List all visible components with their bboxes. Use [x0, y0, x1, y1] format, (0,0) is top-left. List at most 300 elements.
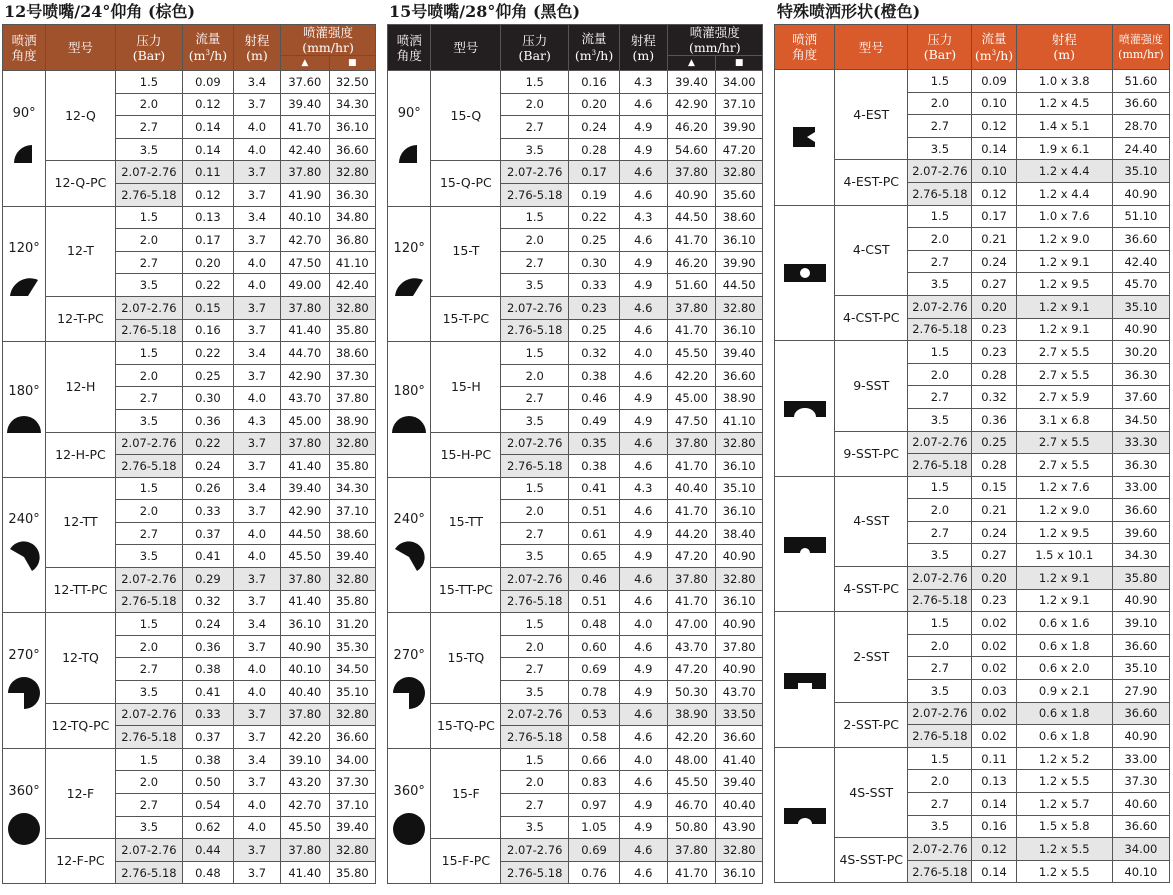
value-cell: 2.07-2.76 — [501, 568, 569, 591]
spray-pattern-icon — [782, 262, 828, 284]
value-cell: 41.70 — [667, 590, 716, 613]
value-cell: 4.6 — [619, 590, 667, 613]
spray-pattern-icon — [389, 673, 429, 713]
spray-angle-label: 180° — [8, 383, 40, 399]
value-cell: 3.7 — [233, 726, 280, 749]
value-cell: 2.7 — [115, 251, 182, 274]
value-cell: 0.33 — [183, 500, 234, 523]
table-row — [388, 342, 763, 365]
value-cell: 4.6 — [619, 183, 667, 206]
value-cell: 0.02 — [972, 702, 1016, 725]
table-row — [3, 613, 376, 636]
value-cell: 33.30 — [1112, 431, 1169, 454]
value-cell: 40.90 — [281, 635, 329, 658]
value-cell: 36.10 — [716, 455, 763, 478]
spray-pattern-icon — [4, 131, 44, 171]
value-cell: 0.6 x 1.8 — [1016, 634, 1112, 657]
value-cell: 0.17 — [183, 229, 234, 252]
value-cell: 0.16 — [972, 815, 1016, 838]
table-title: 特殊喷洒形状(橙色) — [777, 2, 921, 21]
value-cell: 0.9 x 2.1 — [1016, 680, 1112, 703]
value-cell: 3.5 — [501, 138, 569, 161]
value-cell: 0.46 — [569, 568, 620, 591]
value-cell: 1.5 — [501, 342, 569, 365]
model-cell: 15-TQ-PC — [431, 703, 501, 748]
value-cell: 2.07-2.76 — [115, 839, 182, 862]
value-cell: 41.40 — [281, 590, 329, 613]
table-row — [388, 839, 763, 862]
value-cell: 4.0 — [619, 613, 667, 636]
spray-angle-cell — [3, 342, 46, 478]
value-cell: 0.21 — [972, 499, 1016, 522]
value-cell: 3.7 — [233, 364, 280, 387]
spray-pattern-icon — [782, 669, 828, 691]
value-cell: 0.24 — [183, 613, 234, 636]
table-row — [3, 477, 376, 500]
spray-angle-label: 360° — [393, 783, 425, 799]
value-cell: 2.07-2.76 — [501, 839, 569, 862]
value-cell: 3.1 x 6.8 — [1016, 408, 1112, 431]
value-cell: 36.60 — [1112, 634, 1169, 657]
value-cell: 0.32 — [183, 590, 234, 613]
value-cell: 4.9 — [619, 794, 667, 817]
value-cell: 2.76-5.18 — [501, 183, 569, 206]
value-cell: 43.70 — [667, 635, 716, 658]
value-cell: 1.2 x 9.1 — [1016, 567, 1112, 590]
table-row — [775, 838, 1170, 861]
spray-shape-cell — [775, 205, 835, 341]
value-cell: 4.6 — [619, 771, 667, 794]
value-cell: 2.7 — [115, 387, 182, 410]
value-cell: 1.2 x 9.5 — [1016, 273, 1112, 296]
spray-angle-label: 120° — [393, 241, 425, 257]
spray-angle-label: 270° — [8, 648, 40, 664]
value-cell: 0.15 — [183, 296, 234, 319]
value-cell: 2.7 x 5.5 — [1016, 341, 1112, 364]
value-cell: 4.0 — [233, 522, 280, 545]
value-cell: 3.7 — [233, 183, 280, 206]
value-cell: 37.10 — [329, 794, 375, 817]
value-cell: 0.16 — [183, 319, 234, 342]
value-cell: 40.90 — [667, 183, 716, 206]
value-cell: 2.7 — [908, 793, 972, 816]
spray-angle-cell — [388, 71, 431, 207]
value-cell: 0.22 — [569, 206, 620, 229]
spray-angle-label: 90° — [12, 105, 36, 121]
model-cell: 4-SST-PC — [835, 567, 908, 612]
value-cell: 35.10 — [1112, 160, 1169, 183]
value-cell: 0.33 — [569, 274, 620, 297]
value-cell: 40.90 — [716, 613, 763, 636]
value-cell: 2.0 — [115, 364, 182, 387]
value-cell: 0.53 — [569, 703, 620, 726]
value-cell: 0.24 — [183, 455, 234, 478]
value-cell: 1.2 x 7.6 — [1016, 476, 1112, 499]
value-cell: 3.5 — [115, 274, 182, 297]
value-cell: 0.20 — [569, 93, 620, 116]
spray-angle-label: 270° — [393, 648, 425, 664]
table-row — [3, 296, 376, 319]
value-cell: 2.0 — [908, 363, 972, 386]
value-cell: 1.2 x 5.7 — [1016, 793, 1112, 816]
value-cell: 3.7 — [233, 771, 280, 794]
value-cell: 35.60 — [716, 183, 763, 206]
model-cell: 15-F — [431, 748, 501, 838]
spray-angle-cell — [3, 613, 46, 749]
value-cell: 38.90 — [667, 703, 716, 726]
value-cell: 2.07-2.76 — [115, 161, 182, 184]
value-cell: 32.80 — [716, 432, 763, 455]
value-cell: 0.25 — [972, 431, 1016, 454]
value-cell: 0.25 — [183, 364, 234, 387]
model-cell: 12-TQ-PC — [46, 703, 116, 748]
value-cell: 32.80 — [329, 568, 375, 591]
value-cell: 42.70 — [281, 794, 329, 817]
value-cell: 3.7 — [233, 703, 280, 726]
value-cell: 4.3 — [233, 409, 280, 432]
value-cell: 3.4 — [233, 342, 280, 365]
value-cell: 37.10 — [329, 500, 375, 523]
value-cell: 2.0 — [501, 500, 569, 523]
value-cell: 42.90 — [281, 500, 329, 523]
value-cell: 45.50 — [281, 545, 329, 568]
value-cell: 2.7 — [908, 657, 972, 680]
value-cell: 39.40 — [716, 771, 763, 794]
value-cell: 32.80 — [329, 432, 375, 455]
value-cell: 51.60 — [667, 274, 716, 297]
model-cell: 4-SST — [835, 476, 908, 566]
value-cell: 2.76-5.18 — [115, 590, 182, 613]
value-cell: 0.27 — [972, 273, 1016, 296]
spray-shape-cell — [775, 612, 835, 748]
value-cell: 44.50 — [667, 206, 716, 229]
value-cell: 0.44 — [183, 839, 234, 862]
value-cell: 44.50 — [281, 522, 329, 545]
value-cell: 2.76-5.18 — [115, 319, 182, 342]
value-cell: 0.49 — [569, 409, 620, 432]
value-cell: 2.76-5.18 — [908, 589, 972, 612]
value-cell: 41.90 — [281, 183, 329, 206]
value-cell: 34.30 — [1112, 544, 1169, 567]
spray-angle-label: 90° — [397, 105, 421, 121]
value-cell: 2.07-2.76 — [501, 296, 569, 319]
spray-shape-cell — [775, 70, 835, 206]
value-cell: 4.6 — [619, 861, 667, 884]
value-cell: 0.38 — [569, 455, 620, 478]
value-cell: 2.07-2.76 — [115, 296, 182, 319]
value-cell: 2.0 — [908, 92, 972, 115]
value-cell: 1.2 x 5.5 — [1016, 860, 1112, 883]
value-cell: 2.07-2.76 — [908, 838, 972, 861]
value-cell: 0.69 — [569, 658, 620, 681]
value-cell: 2.76-5.18 — [501, 455, 569, 478]
value-cell: 36.30 — [1112, 363, 1169, 386]
model-cell: 12-Q-PC — [46, 161, 116, 206]
value-cell: 2.76-5.18 — [115, 861, 182, 884]
value-cell: 4.9 — [619, 274, 667, 297]
value-cell: 0.26 — [183, 477, 234, 500]
value-cell: 4.6 — [619, 500, 667, 523]
spray-pattern-icon — [782, 804, 828, 826]
table-block-special — [773, 0, 1171, 883]
value-cell: 4.0 — [233, 794, 280, 817]
value-cell: 0.51 — [569, 500, 620, 523]
header-intensity: 喷灌强度 (mm/hr) — [667, 25, 762, 56]
value-cell: 2.76-5.18 — [908, 725, 972, 748]
value-cell: 3.5 — [501, 545, 569, 568]
value-cell: 3.5 — [908, 544, 972, 567]
value-cell: 36.60 — [716, 364, 763, 387]
spray-angle-cell — [388, 206, 431, 342]
value-cell: 39.40 — [281, 93, 329, 116]
value-cell: 1.2 x 4.4 — [1016, 160, 1112, 183]
value-cell: 38.40 — [716, 522, 763, 545]
value-cell: 2.07-2.76 — [501, 432, 569, 455]
value-cell: 40.90 — [1112, 589, 1169, 612]
value-cell: 36.10 — [716, 229, 763, 252]
value-cell: 4.0 — [233, 274, 280, 297]
value-cell: 2.76-5.18 — [501, 319, 569, 342]
value-cell: 4.6 — [619, 568, 667, 591]
value-cell: 3.7 — [233, 839, 280, 862]
value-cell: 39.40 — [281, 477, 329, 500]
model-cell: 15-F-PC — [431, 839, 501, 884]
value-cell: 4.9 — [619, 138, 667, 161]
model-cell: 12-TQ — [46, 613, 116, 703]
value-cell: 0.12 — [972, 182, 1016, 205]
table-row — [775, 295, 1170, 318]
value-cell: 2.76-5.18 — [115, 726, 182, 749]
value-cell: 0.24 — [569, 116, 620, 139]
value-cell: 37.80 — [281, 703, 329, 726]
value-cell: 0.12 — [972, 838, 1016, 861]
model-cell: 12-T-PC — [46, 296, 116, 341]
model-cell: 12-H-PC — [46, 432, 116, 477]
model-cell: 4S-SST — [835, 747, 908, 837]
value-cell: 1.5 — [115, 71, 182, 94]
header-flow: 流量 $(m^3/h)$ — [569, 25, 620, 71]
table-row — [775, 747, 1170, 770]
value-cell: 0.25 — [569, 319, 620, 342]
table-row — [775, 612, 1170, 635]
value-cell: 0.12 — [183, 183, 234, 206]
value-cell: 0.46 — [569, 387, 620, 410]
value-cell: 2.76-5.18 — [908, 860, 972, 883]
value-cell: 2.76-5.18 — [501, 861, 569, 884]
value-cell: 40.90 — [716, 658, 763, 681]
table-row — [3, 568, 376, 591]
value-cell: 36.60 — [329, 726, 375, 749]
value-cell: 41.70 — [281, 116, 329, 139]
spray-angle-cell — [388, 477, 431, 613]
header-angle: 喷洒 角度 — [775, 25, 835, 70]
value-cell: 2.76-5.18 — [115, 455, 182, 478]
value-cell: 37.80 — [667, 568, 716, 591]
spray-pattern-icon — [389, 409, 429, 435]
value-cell: 4.6 — [619, 296, 667, 319]
value-cell: 37.80 — [329, 387, 375, 410]
value-cell: 44.70 — [281, 342, 329, 365]
value-cell: 2.76-5.18 — [501, 726, 569, 749]
value-cell: 2.7 x 5.5 — [1016, 454, 1112, 477]
value-cell: 34.00 — [1112, 838, 1169, 861]
value-cell: 32.80 — [329, 161, 375, 184]
value-cell: 0.11 — [972, 747, 1016, 770]
value-cell: 40.90 — [1112, 182, 1169, 205]
value-cell: 3.7 — [233, 296, 280, 319]
value-cell: 0.15 — [972, 476, 1016, 499]
value-cell: 36.60 — [1112, 815, 1169, 838]
value-cell: 4.3 — [619, 477, 667, 500]
header-triangle: ▲ — [281, 56, 329, 71]
value-cell: 0.62 — [183, 816, 234, 839]
value-cell: 40.40 — [281, 681, 329, 704]
table-row — [775, 431, 1170, 454]
value-cell: 0.32 — [569, 342, 620, 365]
table-row — [3, 748, 376, 771]
value-cell: 2.7 — [115, 116, 182, 139]
spray-pattern-icon — [4, 409, 44, 435]
value-cell: 41.70 — [667, 500, 716, 523]
model-cell: 15-Q-PC — [431, 161, 501, 206]
value-cell: 35.10 — [1112, 295, 1169, 318]
value-cell: 36.10 — [716, 500, 763, 523]
value-cell: 0.37 — [183, 522, 234, 545]
value-cell: 51.60 — [1112, 70, 1169, 93]
value-cell: 3.7 — [233, 568, 280, 591]
value-cell: 39.90 — [716, 251, 763, 274]
value-cell: 42.70 — [281, 229, 329, 252]
model-cell: 12-TT-PC — [46, 568, 116, 613]
value-cell: 37.10 — [716, 93, 763, 116]
value-cell: 45.50 — [667, 771, 716, 794]
value-cell: 1.2 x 4.5 — [1016, 92, 1112, 115]
value-cell: 47.20 — [667, 658, 716, 681]
value-cell: 2.0 — [908, 228, 972, 251]
header-range: 射程 (m) — [619, 25, 667, 71]
value-cell: 4.0 — [233, 116, 280, 139]
model-cell: 12-Q — [46, 71, 116, 161]
value-cell: 1.5 x 5.8 — [1016, 815, 1112, 838]
value-cell: 47.50 — [667, 409, 716, 432]
value-cell: 41.70 — [667, 455, 716, 478]
value-cell: 3.7 — [233, 455, 280, 478]
value-cell: 50.30 — [667, 681, 716, 704]
value-cell: 37.80 — [667, 432, 716, 455]
value-cell: 42.90 — [281, 364, 329, 387]
value-cell: 2.7 x 5.5 — [1016, 431, 1112, 454]
value-cell: 2.07-2.76 — [908, 702, 972, 725]
value-cell: 1.2 x 5.2 — [1016, 747, 1112, 770]
value-cell: 37.80 — [716, 635, 763, 658]
value-cell: 0.41 — [183, 545, 234, 568]
value-cell: 36.10 — [716, 319, 763, 342]
value-cell: 0.23 — [972, 589, 1016, 612]
model-cell: 9-SST — [835, 341, 908, 431]
spray-pattern-icon — [4, 673, 44, 713]
value-cell: 47.20 — [716, 138, 763, 161]
value-cell: 0.02 — [972, 725, 1016, 748]
value-cell: 33.00 — [1112, 747, 1169, 770]
value-cell: 32.80 — [716, 161, 763, 184]
value-cell: 1.2 x 9.1 — [1016, 589, 1112, 612]
value-cell: 4.6 — [619, 319, 667, 342]
value-cell: 46.20 — [667, 116, 716, 139]
spray-angle-cell — [388, 342, 431, 478]
table-row — [775, 160, 1170, 183]
value-cell: 1.2 x 9.0 — [1016, 499, 1112, 522]
model-cell: 15-TT-PC — [431, 568, 501, 613]
value-cell: 2.07-2.76 — [501, 703, 569, 726]
spray-angle-cell — [3, 477, 46, 613]
value-cell: 37.30 — [329, 364, 375, 387]
value-cell: 4.6 — [619, 455, 667, 478]
value-cell: 0.76 — [569, 861, 620, 884]
value-cell: 4.6 — [619, 93, 667, 116]
value-cell: 1.05 — [569, 816, 620, 839]
value-cell: 0.24 — [972, 521, 1016, 544]
value-cell: 34.50 — [1112, 408, 1169, 431]
value-cell: 40.40 — [716, 794, 763, 817]
model-cell: 4-CST-PC — [835, 295, 908, 340]
value-cell: 36.30 — [329, 183, 375, 206]
spray-angle-label: 360° — [8, 783, 40, 799]
value-cell: 0.32 — [972, 386, 1016, 409]
model-cell: 4-EST-PC — [835, 160, 908, 205]
value-cell: 42.40 — [281, 138, 329, 161]
value-cell: 0.09 — [183, 71, 234, 94]
value-cell: 4.9 — [619, 658, 667, 681]
value-cell: 35.80 — [1112, 567, 1169, 590]
model-cell: 4S-SST-PC — [835, 838, 908, 883]
value-cell: 41.10 — [329, 251, 375, 274]
value-cell: 2.7 — [115, 658, 182, 681]
value-cell: 0.41 — [183, 681, 234, 704]
value-cell: 35.80 — [329, 455, 375, 478]
value-cell: 38.90 — [716, 387, 763, 410]
value-cell: 43.90 — [716, 816, 763, 839]
value-cell: 0.50 — [183, 771, 234, 794]
header-square: ■ — [329, 56, 375, 71]
spec-table-15 — [387, 24, 763, 884]
value-cell: 3.5 — [501, 681, 569, 704]
value-cell: 0.37 — [183, 726, 234, 749]
spray-angle-cell — [388, 613, 431, 749]
model-cell: 15-TT — [431, 477, 501, 567]
model-cell: 4-CST — [835, 205, 908, 295]
value-cell: 2.7 — [115, 794, 182, 817]
value-cell: 0.14 — [972, 793, 1016, 816]
value-cell: 4.9 — [619, 387, 667, 410]
value-cell: 2.0 — [501, 93, 569, 116]
value-cell: 42.40 — [329, 274, 375, 297]
table-row — [3, 839, 376, 862]
value-cell: 2.76-5.18 — [115, 183, 182, 206]
value-cell: 49.00 — [281, 274, 329, 297]
value-cell: 34.30 — [329, 93, 375, 116]
value-cell: 40.90 — [1112, 318, 1169, 341]
value-cell: 3.5 — [115, 138, 182, 161]
value-cell: 3.7 — [233, 861, 280, 884]
value-cell: 32.80 — [716, 839, 763, 862]
value-cell: 36.30 — [1112, 454, 1169, 477]
header-intensity: 喷灌强度 (mm/hr) — [1112, 25, 1169, 70]
value-cell: 1.5 — [501, 206, 569, 229]
value-cell: 0.69 — [569, 839, 620, 862]
value-cell: 3.5 — [908, 137, 972, 160]
value-cell: 45.70 — [1112, 273, 1169, 296]
value-cell: 39.10 — [1112, 612, 1169, 635]
